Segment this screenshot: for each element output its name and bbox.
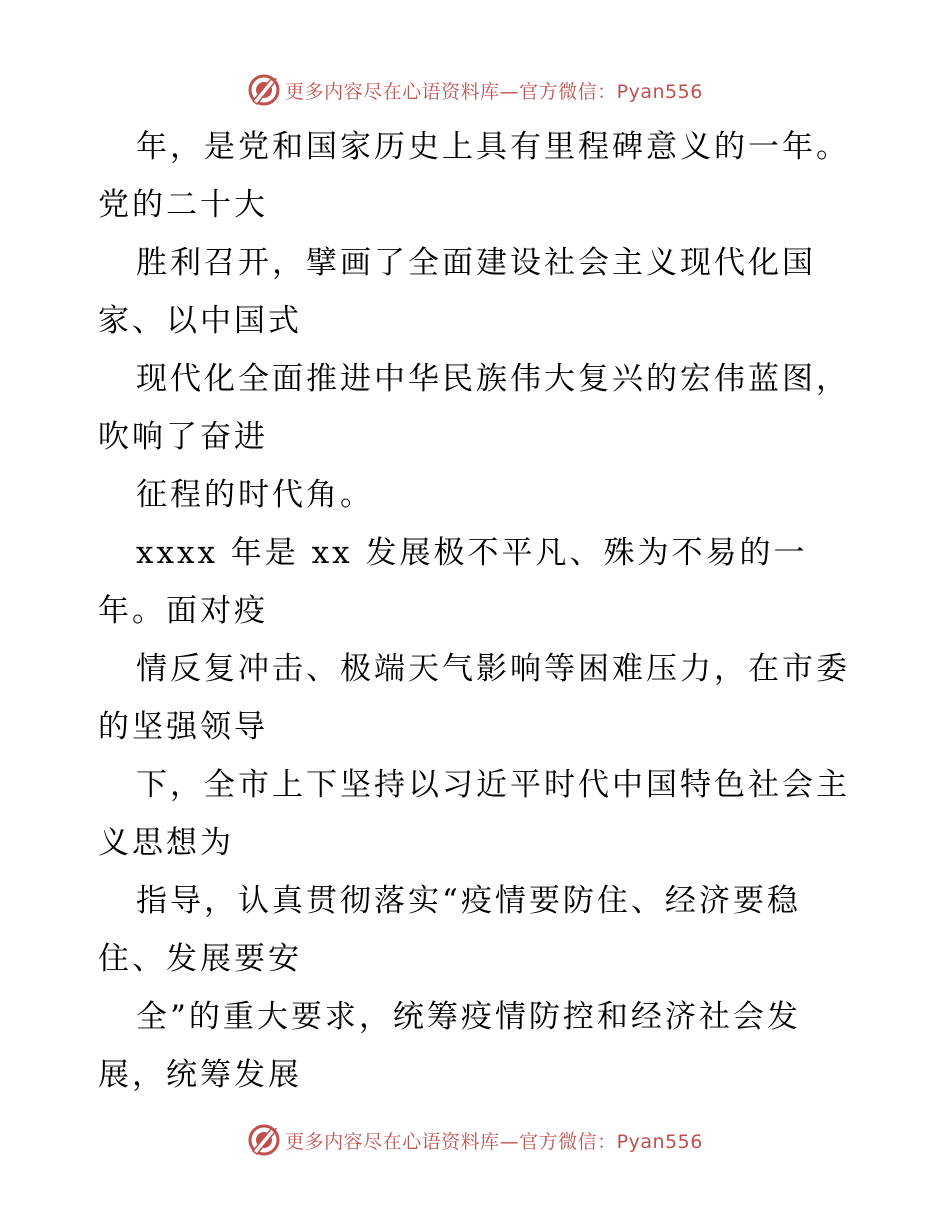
wechat-account: Pyan556 — [616, 1130, 703, 1153]
text-line: 现代化全面推进中华民族伟大复兴的宏伟蓝图， — [136, 361, 850, 397]
header-banner — [0, 70, 950, 110]
text-line: 征程的时代角。 — [136, 477, 374, 513]
text-line: 吹响了奋进 — [98, 419, 268, 455]
text-line: 的坚强领导 — [98, 709, 268, 745]
text-line: 下，全市上下坚持以习近平时代中国特色社会主 — [136, 767, 850, 803]
text-line: 党的二十大 — [98, 187, 268, 223]
text-line: 家、以中国式 — [98, 303, 302, 339]
text-line: 年。面对疫 — [98, 593, 268, 629]
text-line: 全”的重大要求，统筹疫情防控和经济社会发 — [136, 999, 801, 1035]
text-line: xxxx 年是 xx 发展极不平凡、殊为不易的一 — [136, 535, 808, 571]
pen-seal-logo-icon — [247, 1123, 281, 1157]
text-line: 胜利召开，擘画了全面建设社会主义现代化国 — [136, 245, 816, 281]
text-line: 指导，认真贯彻落实“疫情要防住、经济要稳 — [136, 883, 801, 919]
pen-seal-logo-icon — [247, 73, 281, 107]
text-line: 情反复冲击、极端天气影响等困难压力，在市委 — [136, 651, 850, 687]
text-line: 年，是党和国家历史上具有里程碑意义的一年。 — [136, 129, 850, 165]
text-line: 义思想为 — [98, 825, 234, 861]
text-line: 展，统筹发展 — [98, 1057, 302, 1093]
footer-banner — [0, 1120, 950, 1160]
banner-text: 更多内容尽在心语资料库—官方微信：Pyan556 — [285, 80, 703, 103]
wechat-account: Pyan556 — [616, 80, 703, 103]
banner-text: 更多内容尽在心语资料库—官方微信：Pyan556 — [285, 1130, 703, 1153]
text-line: 住、发展要安 — [98, 941, 302, 977]
document-body — [98, 118, 858, 1104]
